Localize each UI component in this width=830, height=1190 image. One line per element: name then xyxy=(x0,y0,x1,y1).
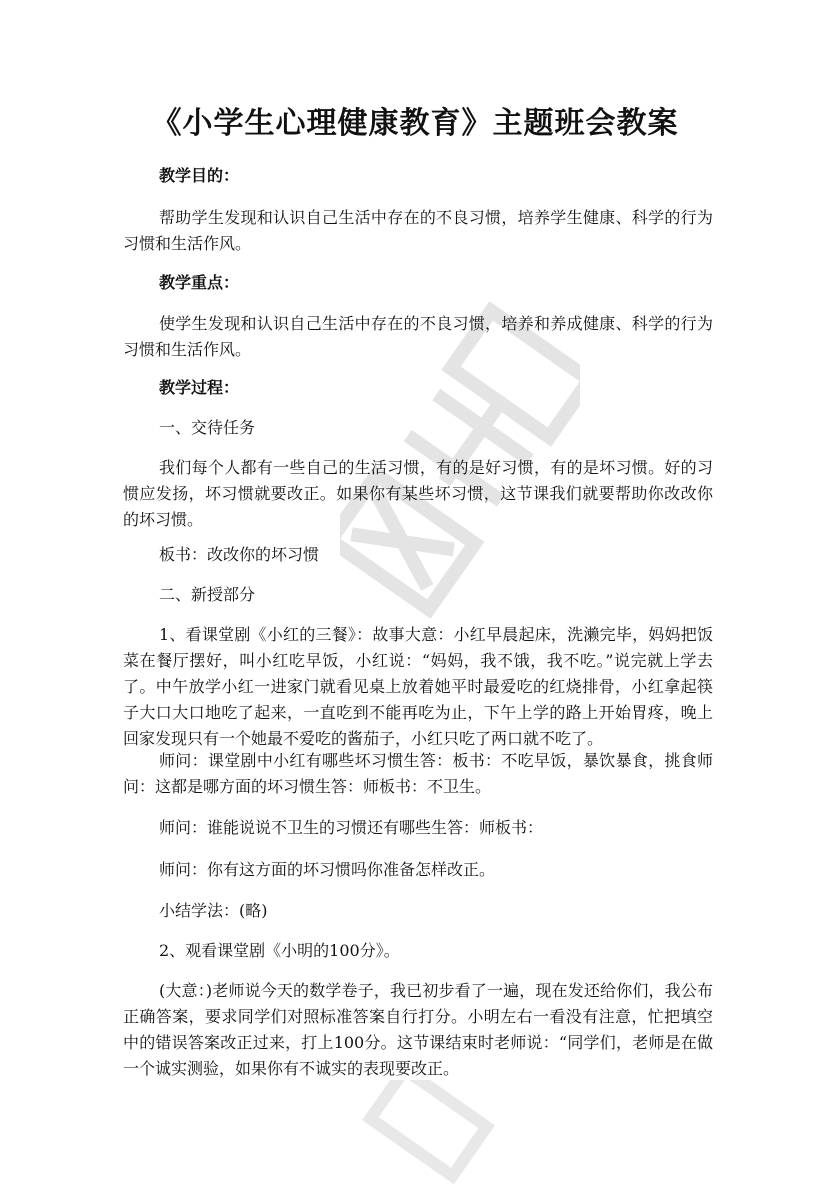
paragraph-focus: 使学生发现和认识自己生活中存在的不良习惯，培养和养成健康、科学的行为习惯和生活作风。 xyxy=(123,314,713,359)
paragraph-summary: 小结学法：(略) xyxy=(159,901,268,920)
watermark-text: 觅 xyxy=(0,0,1,1)
paragraph-drama-1: 1、看课堂剧《小红的三餐》：故事大意：小红早晨起床，洗濑完毕，妈妈把饭菜在餐厅摆好，叫小红吃早饭，小红说：“妈妈，我不饿，我不吃。”说完就上学去了。中午放学小红一进家门就看见桌上放着她平时最爱吃的红烧排骨，小红拿起筷子大口大口地吃了起来，一直吃到不能再吃为止，下午上学的路上开始胃疼，晚上回家发现只有一个她最不爱吃的酱茄子，小红只吃了两口就不吃了。 xyxy=(123,625,713,748)
paragraph-drama-2: (大意：)老师说今天的数学卷子，我已初步看了一遍，现在发还给你们，我公布正确答案，要求同学们对照标准答案自行打分。小明左右一看没有注意，忙把填空中的错误答案改正过来，打上100分。这节课结束时老师说：“同学们，老师是在做一个诚实测验，如果你有不诚实的表现要改正。 xyxy=(123,981,713,1078)
subheading-task: 一、交待任务 xyxy=(159,418,256,437)
paragraph-objective: 帮助学生发现和认识自己生活中存在的不良习惯，培养学生健康、科学的行为习惯和生活作风。 xyxy=(123,208,713,253)
paragraph-question-2: 师问：谁能说说不卫生的习惯还有哪些生答：师板书： xyxy=(159,818,544,837)
section-heading-process: 教学过程： xyxy=(159,378,240,397)
paragraph-question-1: 师问：课堂剧中小红有哪些坏习惯生答：板书：不吃早饭，暴饮暴食，挑食师问：这都是哪方面的坏习惯生答：师板书：不卫生。 xyxy=(123,751,713,796)
paragraph-board-1: 板书：改改你的坏习惯 xyxy=(159,545,320,564)
section-heading-focus: 教学重点： xyxy=(159,273,240,292)
paragraph-task: 我们每个人都有一些自己的生活习惯，有的是好习惯，有的是坏习惯。好的习惯应发扬，坏习惯就要改正。如果你有某些坏习惯，这节课我们就要帮助你改改你的坏习惯。 xyxy=(123,458,713,529)
paragraph-question-3: 师问：你有这方面的坏习惯吗你准备怎样改正。 xyxy=(159,860,496,879)
page-title: 《小学生心理健康教育》主题班会教案 xyxy=(151,106,679,141)
paragraph-drama-2-title: 2、观看课堂剧《小明的100分》。 xyxy=(159,941,400,960)
section-heading-objective: 教学目的： xyxy=(159,166,240,185)
subheading-new-lesson: 二、新授部分 xyxy=(159,585,256,604)
